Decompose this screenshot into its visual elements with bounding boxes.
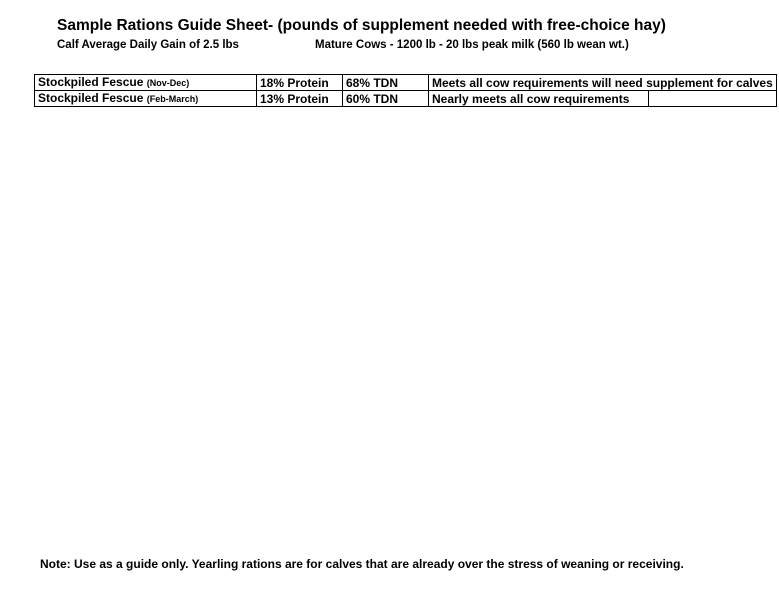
footer-note: Note: Use as a guide only. Yearling rations are for calves that are already over the stress of weaning or receiving. — [40, 557, 684, 571]
fescue-name: Stockpiled Fescue (Nov-Dec) — [35, 75, 257, 91]
fescue-row — [35, 91, 777, 107]
fescue-tdn: 68% TDN — [343, 75, 429, 91]
subtitle-calf-gain: Calf Average Daily Gain of 2.5 lbs — [57, 39, 239, 51]
fescue-protein: 13% Protein — [257, 91, 343, 107]
empty-cell — [648, 91, 776, 107]
fescue-note: Nearly meets all cow requirements — [429, 91, 649, 107]
fescue-name: Stockpiled Fescue (Feb-March) — [35, 91, 257, 107]
fescue-table — [34, 74, 777, 107]
fescue-note: Meets all cow requirements will need supplement for calves — [429, 75, 777, 91]
fescue-tdn: 60% TDN — [343, 91, 429, 107]
page-title: Sample Rations Guide Sheet- (pounds of supplement needed with free-choice hay) — [57, 17, 666, 34]
fescue-row — [35, 75, 777, 91]
fescue-protein: 18% Protein — [257, 75, 343, 91]
subtitle-mature-cows: Mature Cows - 1200 lb - 20 lbs peak milk (560 lb wean wt.) — [315, 39, 629, 51]
